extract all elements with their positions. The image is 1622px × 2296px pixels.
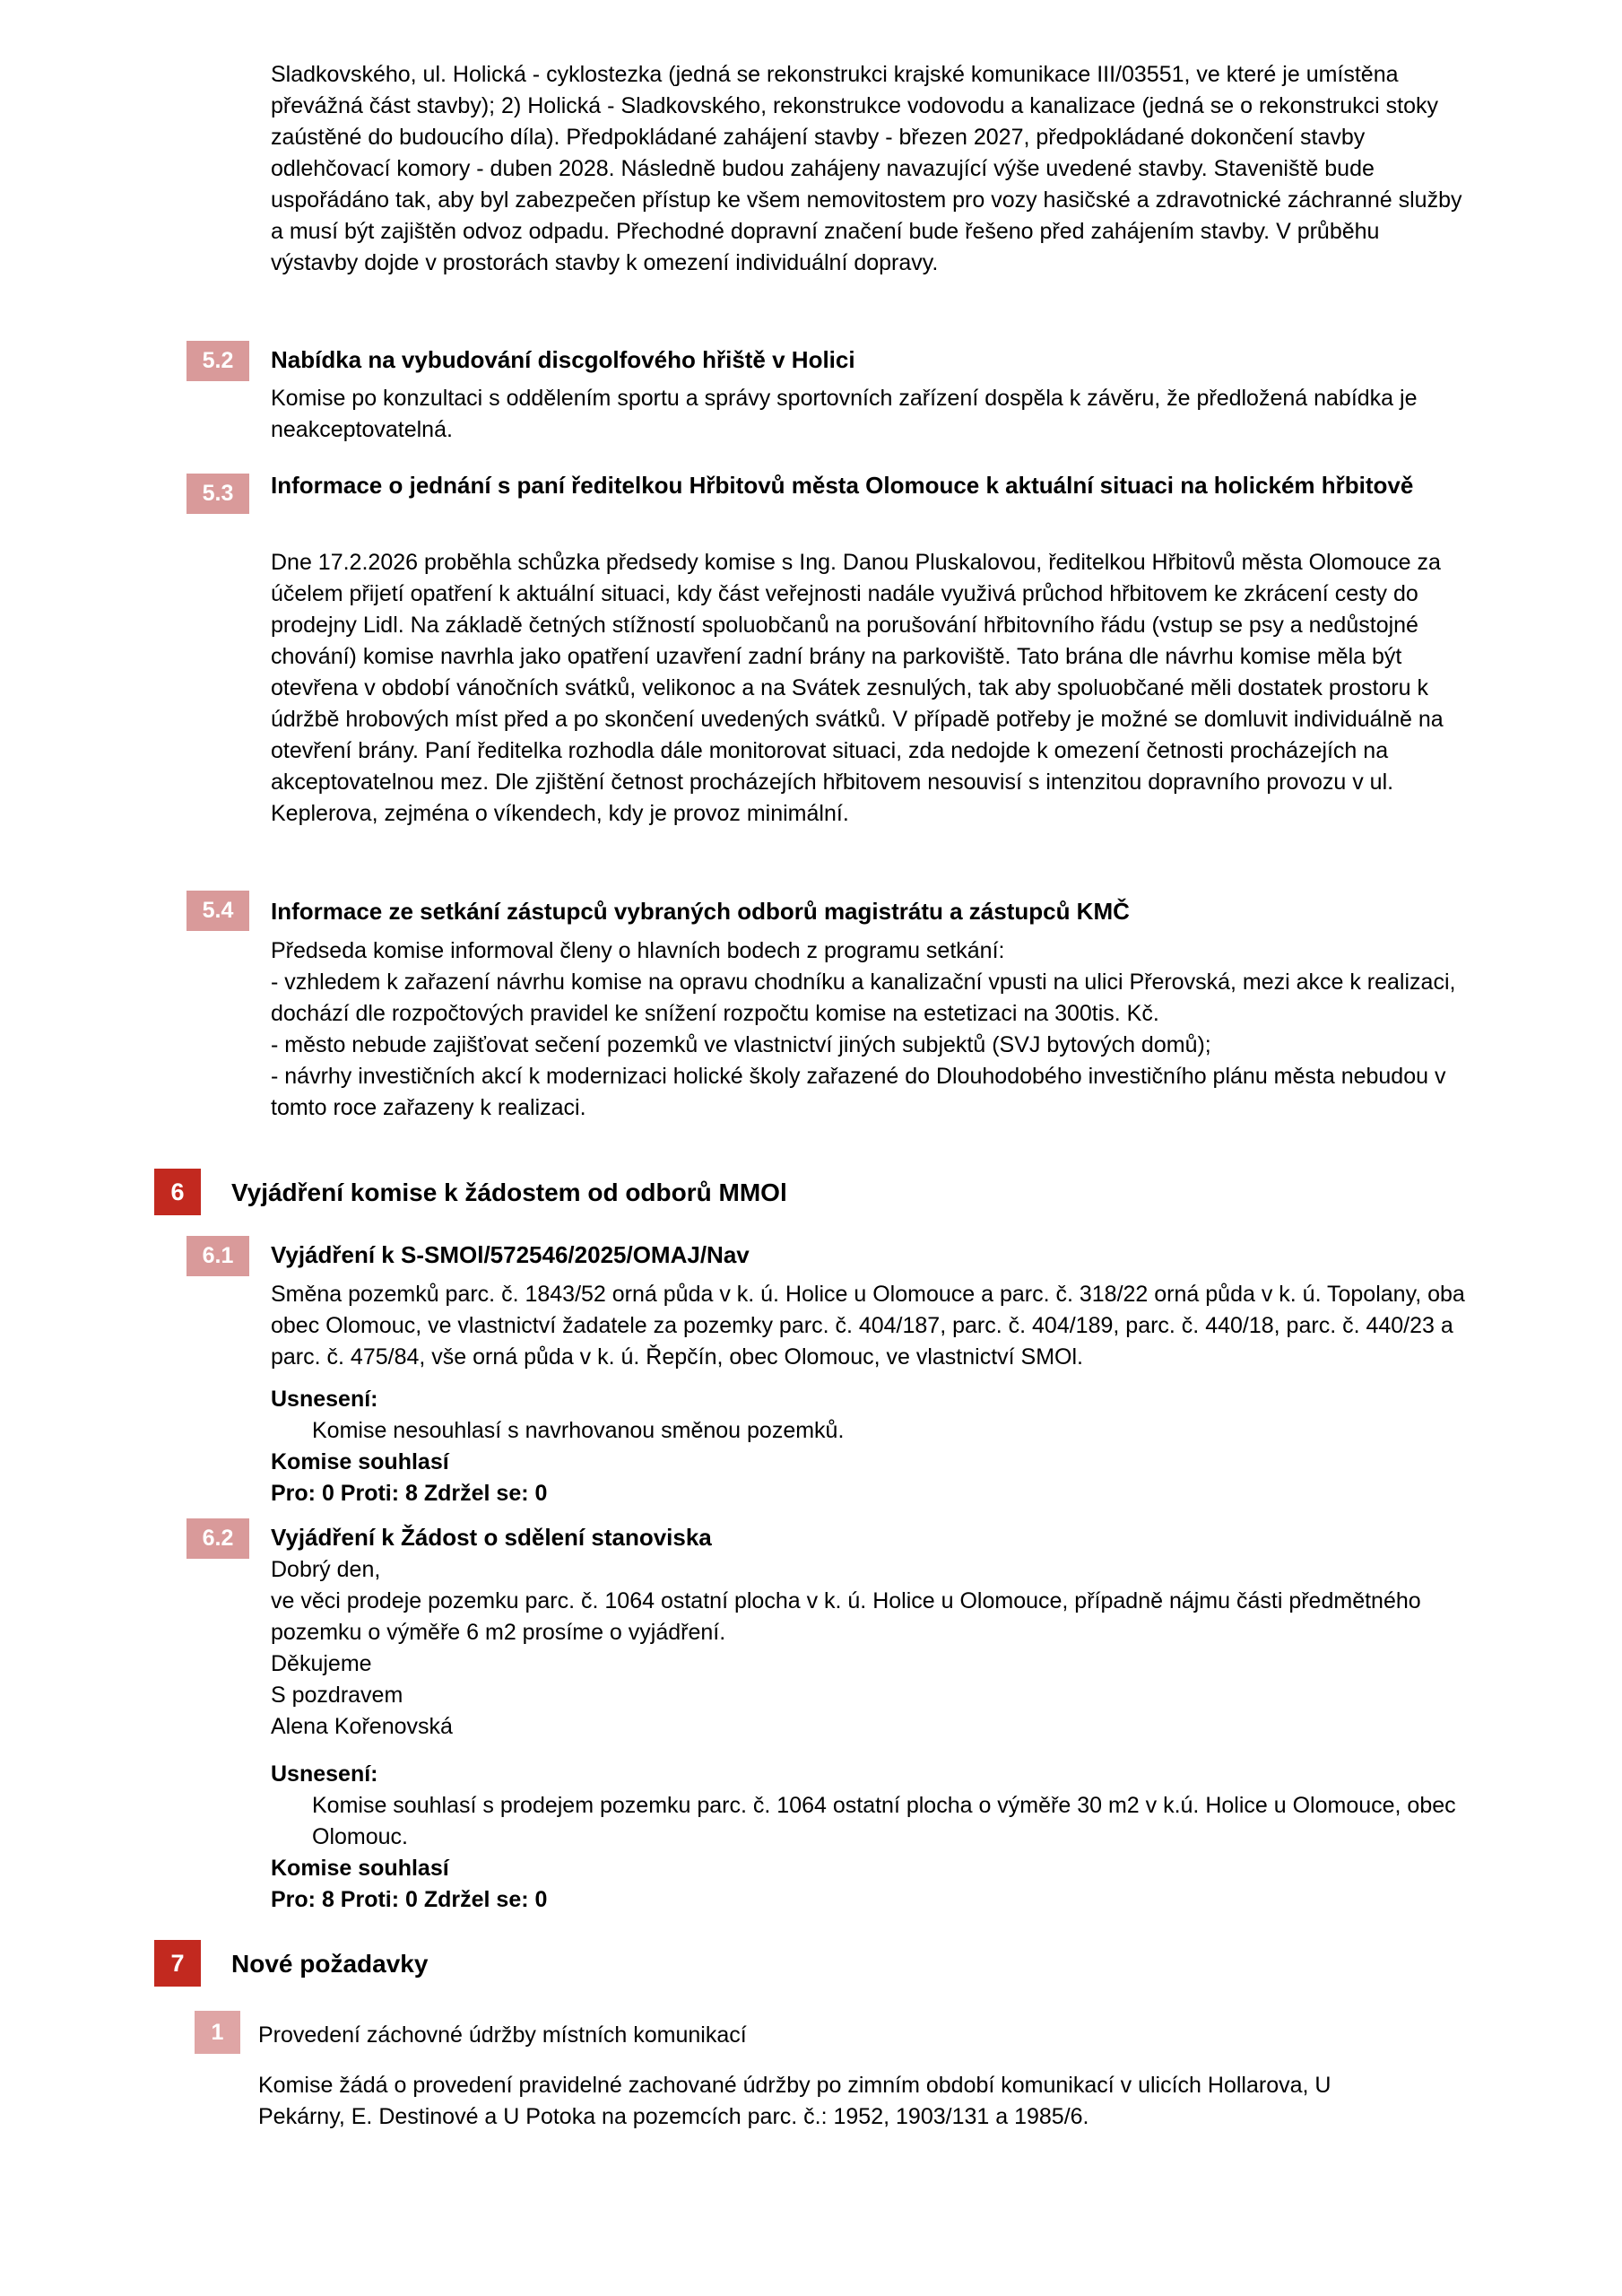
section-body-5-4-line: - město nebude zajišťovat sečení pozemků ve vlastnictví jiných subjektů (SVJ bytových domů); [271, 1032, 1211, 1057]
section-title-5-3: Informace o jednání s paní ředitelkou Hřbitovů města Olomouce k aktuální situaci na holickém hřbitově [271, 472, 1414, 499]
resolution-text-6-1: Komise nesouhlasí s navrhovanou směnou pozemků. [312, 1418, 845, 1443]
section-title-5-2: Nabídka na vybudování discgolfového hřiště v Holici [271, 346, 855, 373]
section-body-6-2-line: S pozdravem [271, 1683, 403, 1708]
section-title-6: Vyjádření komise k žádostem od odborů MMOl [231, 1178, 787, 1206]
section-body-6-2-line: Dobrý den, [271, 1557, 381, 1582]
request-number-badge-1 [195, 2011, 240, 2054]
resolution-text-6-2: Komise souhlasí s prodejem pozemku parc. č. 1064 ostatní plocha o výměře 30 m2 v k.ú. Holice u Olomouce, obec Olomouc. [312, 1793, 1456, 1849]
section-body-6-2-line: ve věci prodeje pozemku parc. č. 1064 ostatní plocha v k. ú. Holice u Olomouce, případně nájmu části předmětného pozemku o výměře 6 m2 prosíme o vyjádření. [271, 1588, 1421, 1645]
verdict-6-1: Komise souhlasí [271, 1449, 449, 1474]
verdict-6-2: Komise souhlasí [271, 1856, 449, 1881]
section-body-5-4-line: Předseda komise informoval členy o hlavních bodech z programu setkání: [271, 938, 1005, 963]
section-number-badge-5-3 [186, 474, 249, 514]
section-body-5-4-line: - vzhledem k zařazení návrhu komise na opravu chodníku a kanalizační vpusti na ulici Přerovská, mezi akce k realizaci, dochází dle rozpočtových pravidel ke snížení rozpočtu komise na estetizaci na 300tis. Kč. [271, 970, 1456, 1026]
section-number-5-3: 5.3 [202, 481, 234, 506]
section-title-7: Nové požadavky [231, 1950, 429, 1978]
section-body-6-2 [271, 1554, 1472, 1743]
section-body-6-2-line: Alena Kořenovská [271, 1714, 453, 1739]
section-body-5-3: Dne 17.2.2026 proběhla schůzka předsedy komise s Ing. Danou Pluskalovou, ředitelkou Hřbitovů města Olomouce za účelem přijetí opatření k aktuální situaci, kdy část veřejnosti nadále využivá průchod hřbitovem ke zkrácení cesty do prodejny Lidl. Na základě četných stížností spoluobčanů na porušování hřbitovního řádu (vstup se psy a nedůstojné chování) komise navrhla jako opatření uzavření zadní brány na parkoviště. Tato brána dle návrhu komise měla být otevřena v období vánočních svátků, velikonoc a na Svátek zesnulých, tak aby spoluobčané měli dostatek prostoru k údržbě hrobových míst před a po skončení uvedených svátků. V případě potřeby je možné se domluvit individuálně na otevření brány. Paní ředitelka rozhodla dále monitorovat situaci, zda nedojde k omezení četnosti procházejích na akceptovatelnou mez. Dle zjištění četnost procházejích hřbitovem nesouvisí s intenzitou dopravního provozu v ul. Keplerova, zejména o víkendech, kdy je provoz minimální. [271, 550, 1444, 826]
section-body-6-1: Směna pozemků parc. č. 1843/52 orná půda v k. ú. Holice u Olomouce a parc. č. 318/22 orná půda v k. ú. Topolany, oba obec Olomouc, ve vlastnictví žadatele za pozemky parc. č. 404/187, parc. č. 404/189, parc. č. 440/18, parc. č. 440/23 a parc. č. 475/84, vše orná půda v k. ú. Řepčín, obec Olomouc, ve vlastnictví SMOl. [271, 1282, 1465, 1370]
section-number-5-2: 5.2 [202, 348, 234, 373]
section-body-6-2-line: Děkujeme [271, 1651, 372, 1676]
section-number-5-4: 5.4 [202, 898, 234, 923]
section-number-6-2: 6.2 [202, 1526, 234, 1551]
section-number-6-1: 6.1 [202, 1243, 234, 1268]
request-title-1: Provedení záchovné údržby místních komunikací [258, 2022, 747, 2048]
section-number-badge-6-2 [186, 1518, 249, 1559]
section-title-6-2: Vyjádření k Žádost o sdělení stanoviska [271, 1524, 712, 1551]
section-title-5-4: Informace ze setkání zástupců vybraných odborů magistrátu a zástupců KMČ [271, 898, 1130, 925]
section-body-5-4 [271, 935, 1472, 1124]
resolution-label-6-2: Usnesení: [271, 1761, 378, 1787]
intro-paragraph: Sladkovského, ul. Holická - cyklostezka (jedná se rekonstrukci krajské komunikace III/03551, ve které je umístěna převážná část stavby); 2) Holická - Sladkovského, rekonstrukce vodovodu a kanalizace (jedná se o rekonstrukci stoky zaústěné do budoucího díla). Předpokládané zahájení stavby - březen 2027, předpokládané dokončení stavby odlehčovací komory - duben 2028. Následně budou zahájeny navazující výše uvedené stavby. Staveniště bude uspořádáno tak, aby byl zabezpečen přístup ke všem nemovitostem pro vozy hasičské a zdravotnické záchranné služby a musí být zajištěn odvoz odpadu. Přechodné dopravní značení bude řešeno před zahájením stavby. V průběhu výstavby dojde v prostorách stavby k omezení individuální dopravy. [271, 62, 1462, 275]
request-number-1: 1 [211, 2019, 224, 2045]
section-number-6: 6 [170, 1178, 185, 1205]
section-number-badge-5-4 [186, 891, 249, 931]
request-body-1: Komise žádá o provedení pravidelné zachované údržby po zimním období komunikací v ulicích Hollarova, U Pekárny, E. Destinové a U Potoka na pozemcích parc. č.: 1952, 1903/131 a 1985/6. [258, 2073, 1331, 2129]
section-body-5-2: Komise po konzultaci s oddělením sportu a správy sportovních zařízení dospěla k závěru, že předložená nabídka je neakceptovatelná. [271, 386, 1418, 442]
resolution-label-6-1: Usnesení: [271, 1387, 378, 1412]
vote-result-6-2: Pro: 8 Proti: 0 Zdržel se: 0 [271, 1887, 548, 1912]
section-body-5-4-line: - návrhy investičních akcí k modernizaci holické školy zařazené do Dlouhodobého investičního plánu města nebudou v tomto roce zařazeny k realizaci. [271, 1064, 1446, 1120]
section-number-badge-7 [154, 1940, 201, 1987]
vote-result-6-1: Pro: 0 Proti: 8 Zdržel se: 0 [271, 1481, 548, 1506]
section-title-6-1: Vyjádření k S-SMOl/572546/2025/OMAJ/Nav [271, 1241, 750, 1268]
section-number-badge-5-2 [186, 341, 249, 381]
section-number-7: 7 [170, 1949, 185, 1977]
section-number-badge-6 [154, 1169, 201, 1215]
section-number-badge-6-1 [186, 1236, 249, 1276]
